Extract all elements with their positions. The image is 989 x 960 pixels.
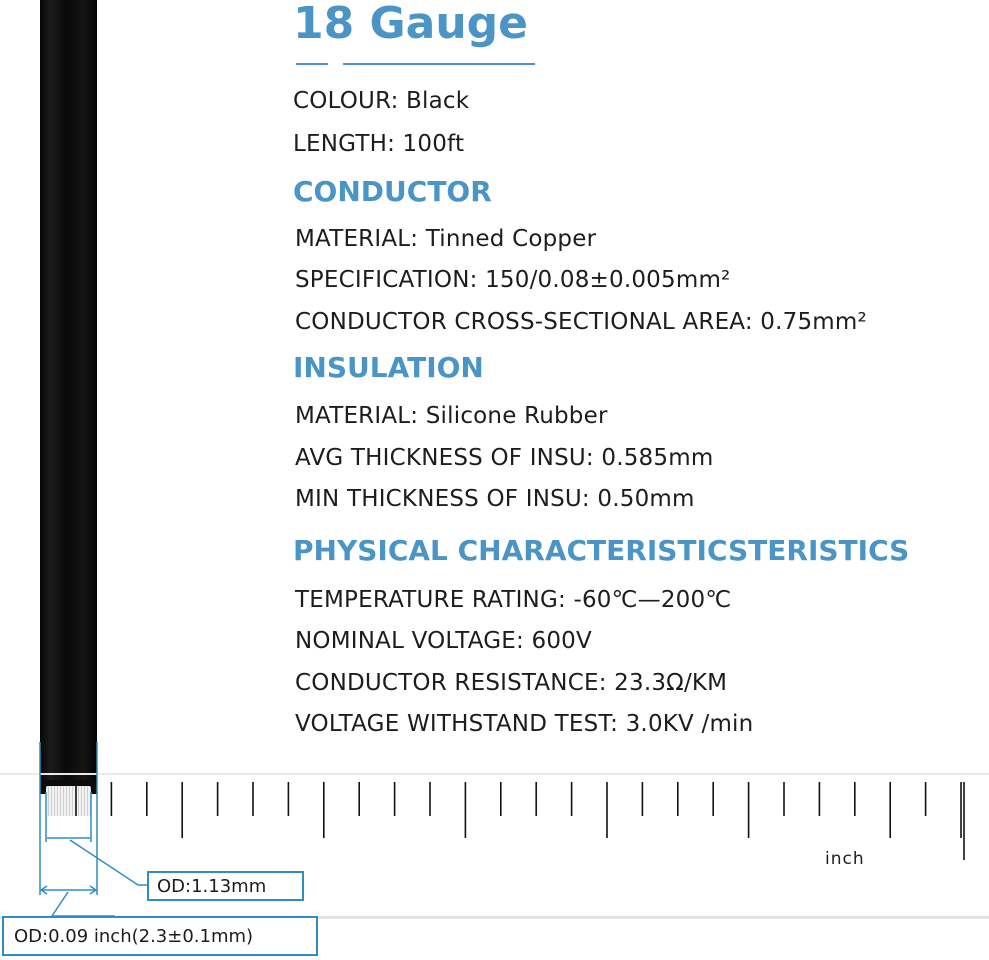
od-leader-outer <box>52 892 115 916</box>
physical-temperature: TEMPERATURE RATING: -60℃—200℃ <box>295 587 732 613</box>
insulation-material: MATERIAL: Silicone Rubber <box>295 403 608 429</box>
conductor-material: MATERIAL: Tinned Copper <box>295 226 597 252</box>
conductor-cross-section: CONDUCTOR CROSS-SECTIONAL AREA: 0.75mm² <box>295 309 867 335</box>
spec-length: LENGTH: 100ft <box>293 131 465 157</box>
insulation-avg-thickness: AVG THICKNESS OF INSU: 0.585mm <box>295 445 714 471</box>
page-title: 18 Gauge <box>293 0 529 49</box>
physical-resistance: CONDUCTOR RESISTANCE: 23.3Ω/KM <box>295 670 728 696</box>
title-underline-long <box>343 63 535 65</box>
physical-voltage: NOMINAL VOLTAGE: 600V <box>295 628 592 654</box>
od-conductor-label: OD:1.13mm <box>147 871 304 901</box>
conductor-leader <box>70 840 148 885</box>
spec-colour: COLOUR: Black <box>293 88 470 114</box>
title-underline-short <box>296 63 328 65</box>
conductor-specification: SPECIFICATION: 150/0.08±0.005mm² <box>295 267 731 293</box>
od-wire-label: OD:0.09 inch(2.3±0.1mm) <box>2 916 318 956</box>
wire-insulation <box>40 0 97 780</box>
conductor-heading: CONDUCTOR <box>293 175 492 208</box>
physical-withstand: VOLTAGE WITHSTAND TEST: 3.0KV /min <box>295 711 754 737</box>
insulation-heading: INSULATION <box>293 351 484 384</box>
insulation-min-thickness: MIN THICKNESS OF INSU: 0.50mm <box>295 486 695 512</box>
ruler-unit-label: inch <box>825 849 865 869</box>
physical-heading: PHYSICAL CHARACTERISTICSTERISTICS <box>293 534 910 567</box>
